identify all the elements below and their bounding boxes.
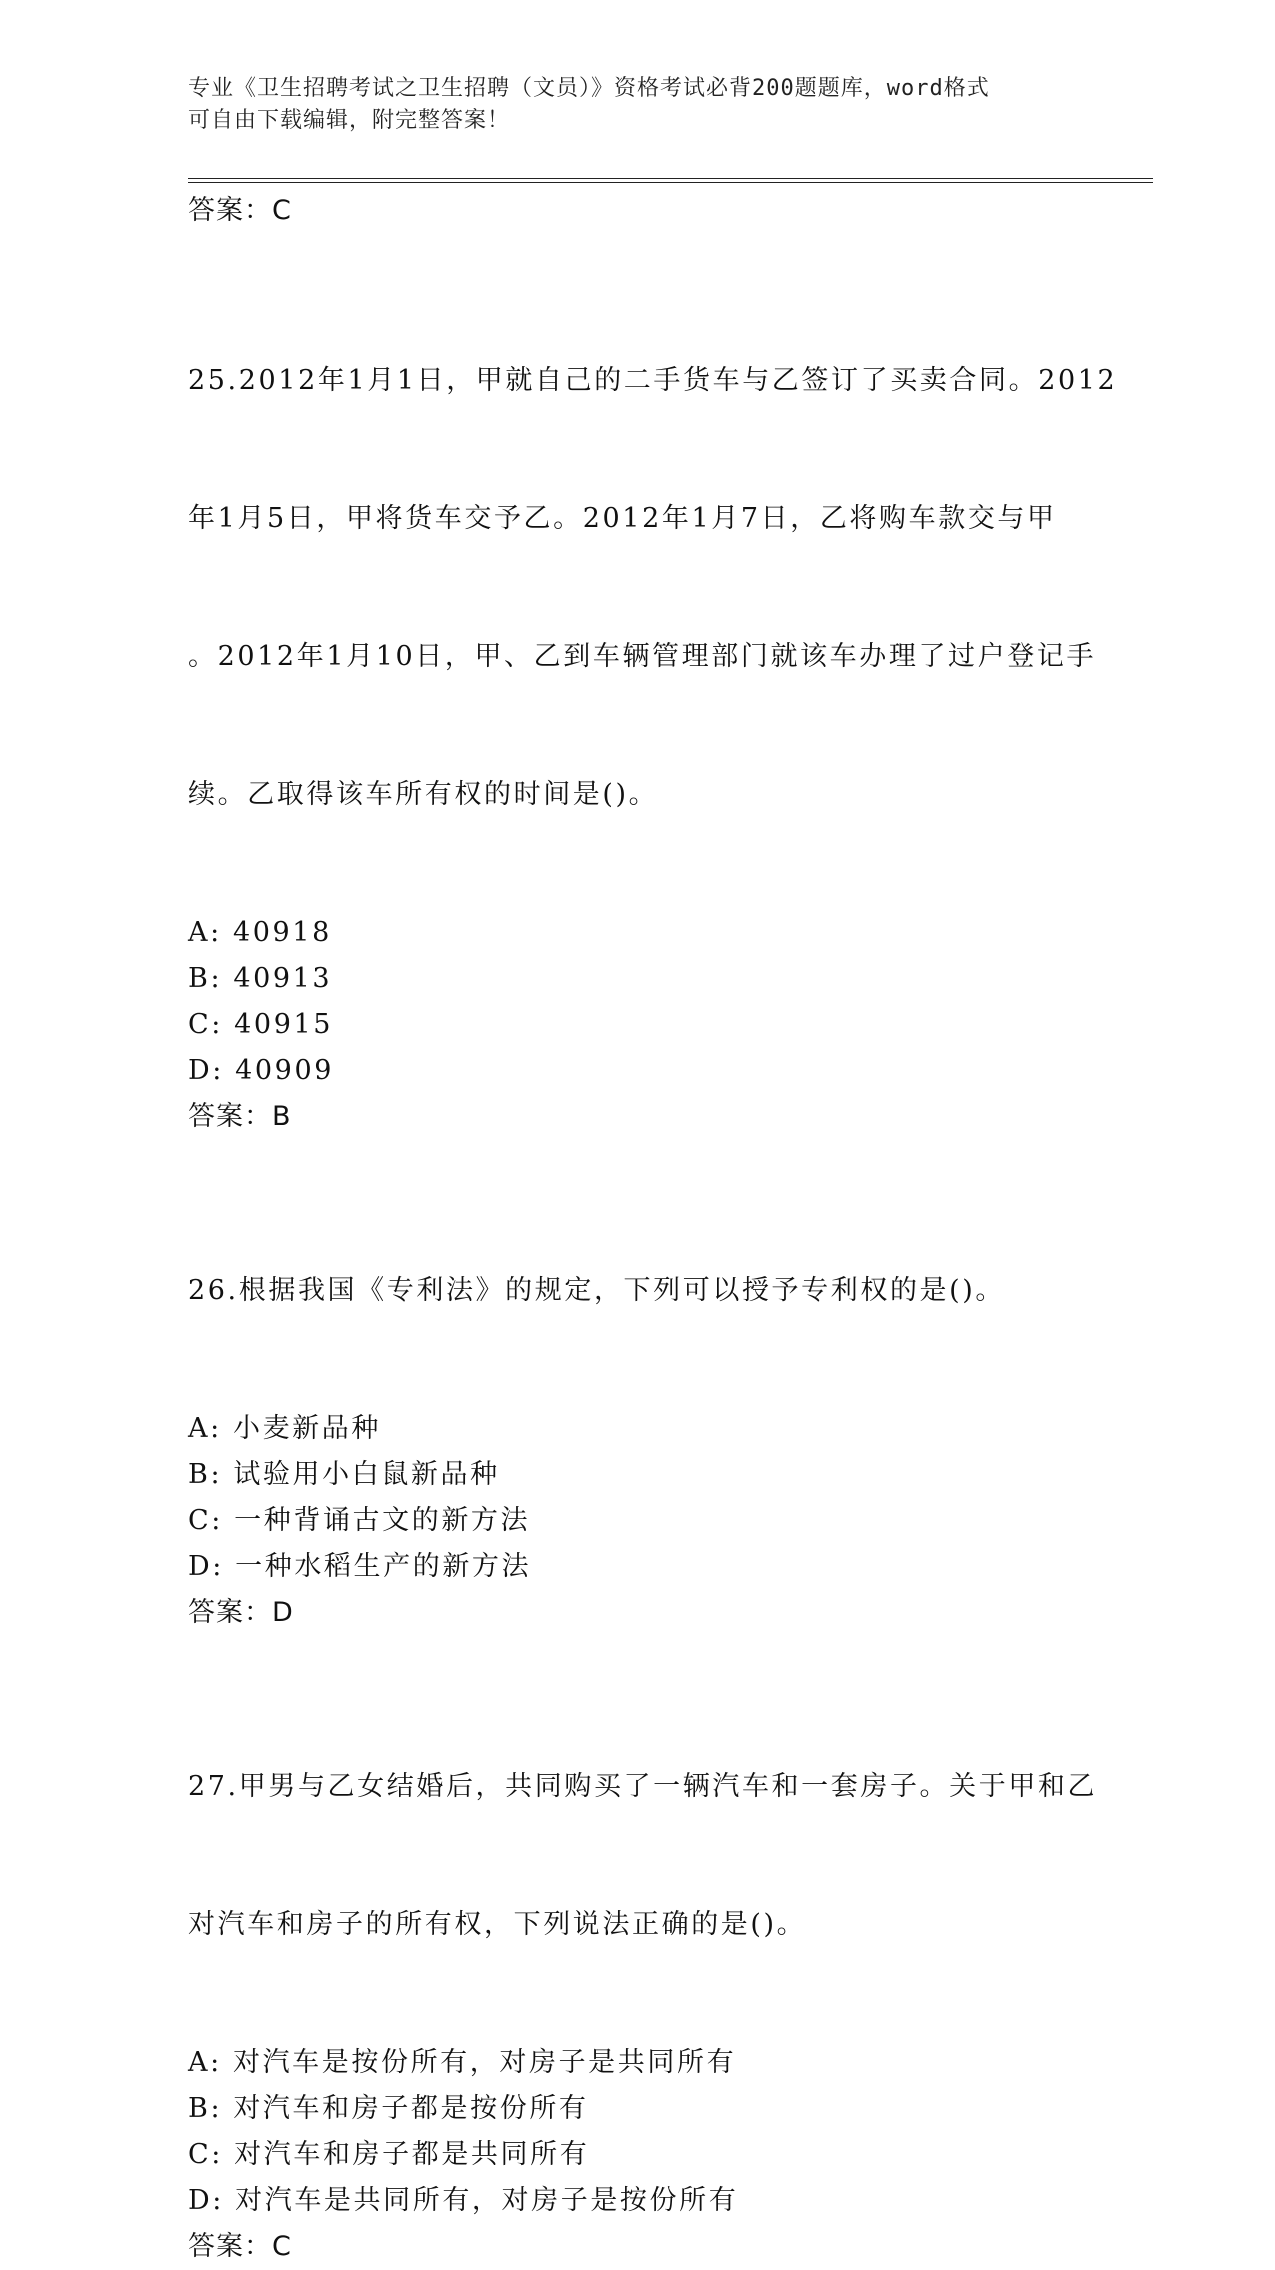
question-stem [188,1176,1088,1406]
option-c: C: 一种背诵古文的新方法 [188,1505,531,1536]
option-a: A: 40918 [188,917,332,948]
question-stem-line: 26.根据我国《专利法》的规定，下列可以授予专利权的是()。 [188,1275,1006,1306]
question-26 [188,1176,1088,1636]
question-25 [188,266,1118,1140]
answer: 答案：D [188,1597,294,1628]
question-27 [188,1672,1098,2270]
header-divider-top [188,178,1153,179]
question-stem-line: 对汽车和房子的所有权，下列说法正确的是()。 [188,1909,807,1940]
previous-answer: 答案：C [188,195,292,226]
answer: 答案：C [188,2231,292,2262]
question-stem [188,266,1118,910]
question-stem-line: 续。乙取得该车所有权的时间是()。 [188,779,659,810]
option-a: A: 对汽车是按份所有，对房子是共同所有 [188,2047,737,2078]
question-stem-line: 25.2012年1月1日，甲就自己的二手货车与乙签订了买卖合同。2012 [188,365,1118,396]
option-d: D: 40909 [188,1055,335,1086]
option-b: B: 40913 [188,963,333,994]
option-a: A: 小麦新品种 [188,1413,381,1444]
option-c: C: 对汽车和房子都是共同所有 [188,2139,590,2170]
question-stem-line: 年1月5日，甲将货车交予乙。2012年1月7日，乙将购车款交与甲 [188,503,1057,534]
header-divider-bottom [188,182,1153,183]
option-c: C: 40915 [188,1009,334,1040]
option-d: D: 一种水稻生产的新方法 [188,1551,532,1582]
question-stem-line: 27.甲男与乙女结婚后，共同购买了一辆汽车和一套房子。关于甲和乙 [188,1771,1098,1802]
option-b: B: 对汽车和房子都是按份所有 [188,2093,589,2124]
header-line: 专业《卫生招聘考试之卫生招聘（文员）》资格考试必背200题题库，word格式 [188,76,990,101]
option-d: D: 对汽车是共同所有，对房子是按份所有 [188,2185,739,2216]
question-list [188,188,1118,2270]
question-stem-line: 。2012年1月10日，甲、乙到车辆管理部门就该车办理了过户登记手 [188,641,1097,672]
answer: 答案：B [188,1101,292,1132]
document-header [188,73,1088,137]
option-b: B: 试验用小白鼠新品种 [188,1459,500,1490]
header-line: 可自由下载编辑，附完整答案！ [188,108,511,133]
question-stem [188,1672,1098,2040]
